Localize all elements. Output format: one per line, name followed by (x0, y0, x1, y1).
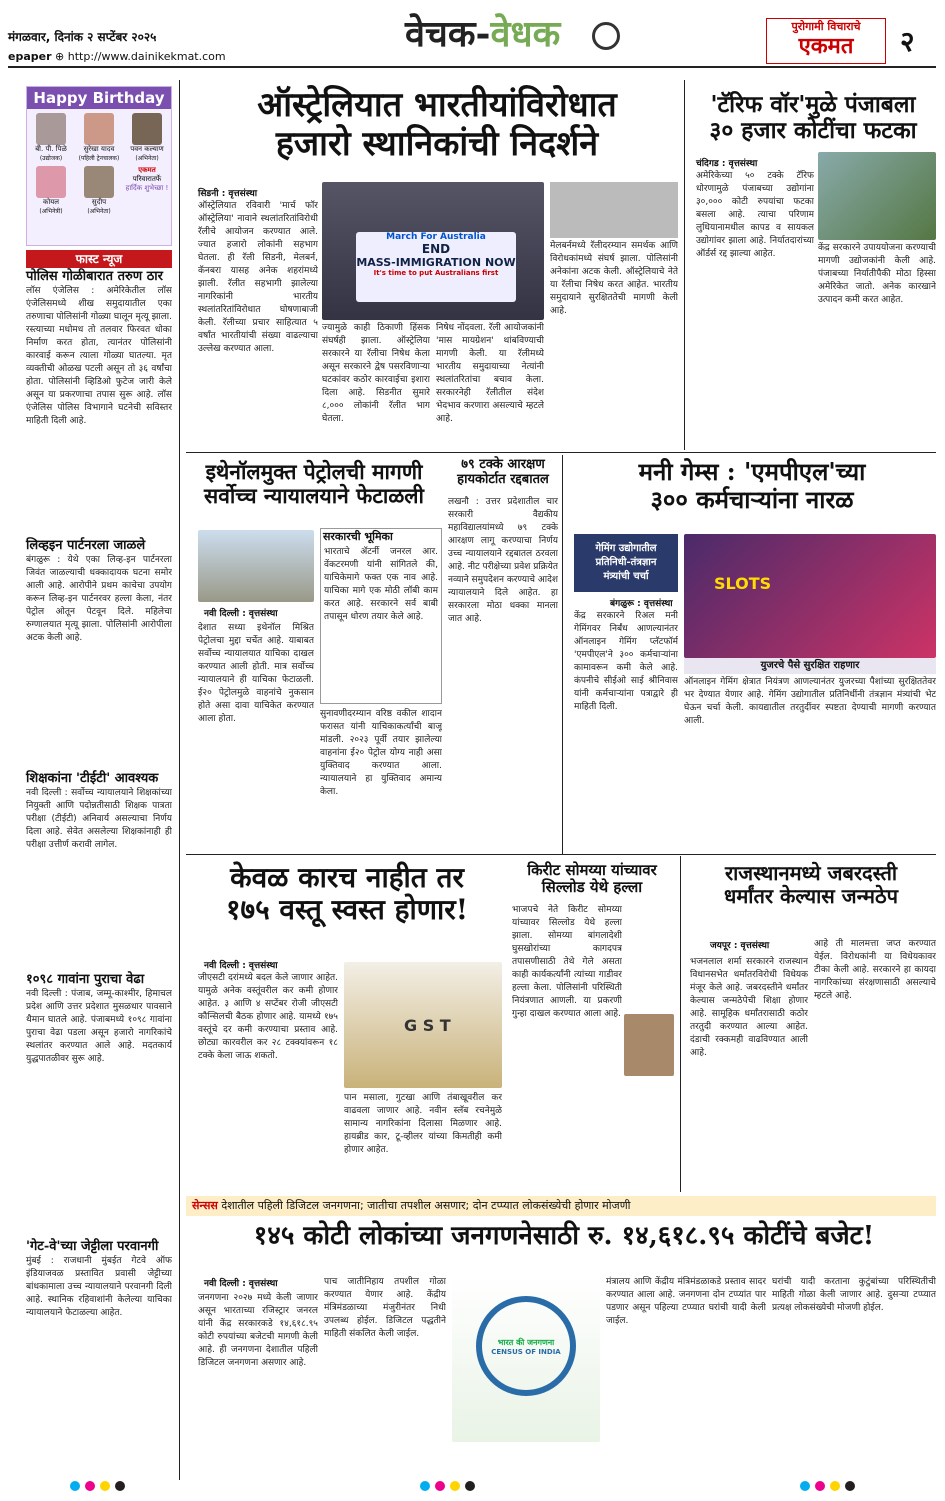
headline-line: सर्वोच्च न्यायालयाने फेटाळली (204, 483, 424, 509)
gst-body: जीएसटी दरांमध्ये बदल केले जाणार आहेत. यामुळे अनेक वस्तूंवरील कर कमी होणार आहेत. ३ आणि ४ सप्टेंबर रोजी जीएसटी कौन्सिलची बैठक होणार आहे. यामध्ये १७५ वस्तूंचे दर कमी करण्याचा प्रस्ताव आहे. छोट्या कारवरील कर २८ टक्क्यांवरून १८ टक्के केला जाऊ शकतो. (198, 973, 338, 1061)
gst-body: पान मसाला, गुटखा आणि तंबाखूवरील कर वाढवला जाणार आहे. नवीन स्लॅब रचनेमुळे सामान्य नागरिकांना दिलासा मिळणार आहे. हायब्रीड कार, टू-व्हीलर यांच्या किमतीही कमी होणार आहेत. (344, 1093, 502, 1155)
wish-brand: एकमत (138, 166, 156, 174)
byline: नवी दिल्ली : वृत्तसंस्था (204, 961, 278, 971)
somaiya-photo (624, 1014, 674, 1076)
australia-headline (192, 86, 682, 164)
reservation-body: लखनौ : उत्तर प्रदेशातील चार सरकारी वैद्यकीय महाविद्यालयांमध्ये ७९ टक्के आरक्षण लागू करण्याचा निर्णय उच्च न्यायालयाने रद्दबातल ठरवला आहे. नीट परीक्षेच्या प्रवेश प्रक्रियेत नव्याने समुपदेशन करण्याचे आदेश न्यायालयाने दिले आहेत. हा सरकारला मोठा धक्का मानला जात आहे. (448, 497, 558, 624)
epaper-link[interactable] (8, 50, 226, 63)
magnifier-icon (592, 22, 620, 50)
australia-body: ऑस्ट्रेलियात रविवारी 'मार्च फॉर ऑस्ट्रेलिया' नावाने स्थलांतरितांविरोधी रॅलीचे आयोजन करण्यात आले. ज्यात हजारो लोकांनी सहभाग घेतला. ही रॅली सिडनी, मेलबर्न, कॅनबरा यासह अनेक शहरांमध्ये झाली. रॅलीत सहभागी झालेल्या नागरिकांनी भारतीय स्थलांतरितांविरोधात घोषणाबाजी केली. रॅलीच्या प्रचार साहित्यात ५ वर्षांत भारतीयांची संख्या वाढल्याचा उल्लेख करण्यात आला. (198, 201, 318, 354)
factory-photo (818, 152, 936, 240)
reservation-headline (448, 458, 558, 488)
column-rule (562, 455, 563, 855)
color-dot (70, 1481, 80, 1491)
headline-line: केवळ कारच नाहीत तर (230, 861, 464, 894)
headline-line: हायकोर्टात रद्दबातल (457, 471, 549, 487)
color-dot (85, 1481, 95, 1491)
banner-text: MASS-IMMIGRATION NOW (356, 256, 516, 269)
left-body: मुंबई : राजधानी मुंबईत गेटवे ऑफ इंडियाजवळ प्रस्तावित प्रवासी जेट्टीच्या बांधकामाला उच्च न्यायालयाने परवानगी दिली आहे. स्थानिक रहिवाशांनी केलेल्या याचिका न्यायालयाने फेटाळल्या आहेत. (26, 1255, 172, 1318)
ethanol-body: देशात सध्या इथेनॉल मिश्रित पेट्रोलचा मुद्दा चर्चेत आहे. याबाबत सर्वोच्च न्यायालयात याचिका दाखल करण्यात आली होती. मात्र सर्वोच्च न्यायालयाने ही याचिका फेटाळली. ई२० पेट्रोलमुळे वाहनांचे नुकसान होते असा दावा याचिकेत करण्यात आला होता. (198, 623, 314, 724)
birthday-person (28, 113, 74, 162)
byline: सिडनी : वृत्तसंस्था (198, 189, 258, 199)
person-name: सुदीप (91, 198, 107, 206)
census-ticker (186, 1196, 936, 1216)
gaming-body: केंद्र सरकारने रिअल मनी गेमिंगवर निर्बंध आणल्यानंतर ऑनलाइन गेमिंग प्लॅटफॉर्म 'एमपीएल'ने ३०० कर्मचाऱ्यांना कामावरून कमी केले आहे. कंपनीचे सीईओ साई श्रीनिवास यांनी कर्मचाऱ्यांना पत्राद्वारे ही माहिती दिली. (574, 611, 678, 712)
birthday-wish (124, 166, 170, 215)
person-photo (132, 113, 162, 145)
byline: नवी दिल्ली : वृत्तसंस्था (204, 1279, 278, 1289)
tariff-body: केंद्र सरकारने उपाययोजना करण्याची मागणी उद्योजकांनी केली आहे. पंजाबच्या निर्यातीपैकी मोठा हिस्सा अमेरिकेत जातो. अनेक कारखाने उत्पादन कमी करत आहेत. (818, 243, 936, 305)
epaper-label: epaper (8, 50, 52, 63)
rajasthan-body: आहे ती मालमत्ता जप्त करण्यात येईल. विरोधकांनी या विधेयकावर टीका केली आहे. सरकारने हा कायदा नागरिकांच्या संरक्षणासाठी असल्याचे म्हटले आहे. (814, 939, 936, 1001)
color-dot (465, 1481, 475, 1491)
header-rule (8, 66, 936, 68)
gst-photo (344, 962, 502, 1088)
census-body: जनगणना २०२७ मध्ये केली जाणार असून भारताच्या रजिस्ट्रार जनरल यांनी केंद्र सरकारकडे १४,६१८.९५ कोटी रुपयांच्या बजेटची मागणी केली आहे. ही जनगणना देशातील पहिली डिजिटल जनगणना असणार आहे. (198, 1293, 318, 1368)
color-dot (450, 1481, 460, 1491)
tariff-headline (690, 92, 936, 145)
rajasthan-headline (686, 862, 936, 908)
headline-line: राजस्थानमध्ये जबरदस्ती (724, 861, 898, 885)
person-name: कोयल (43, 198, 59, 206)
birthday-person (76, 113, 122, 162)
person-photo (36, 166, 66, 198)
birthday-title: Happy Birthday (27, 87, 171, 109)
left-headline: 'गेट-वे'च्या जेट्टीला परवानगी (26, 1238, 159, 1254)
column-rule (179, 80, 180, 1480)
website-url: http://www.dainikekmat.com (67, 50, 226, 63)
birthday-box (26, 86, 172, 246)
section-rule (186, 854, 936, 855)
birthday-person (124, 113, 170, 162)
masthead-right: वेधक (490, 13, 561, 55)
subhead-line: गेमिंग उद्योगातील (595, 543, 657, 554)
slots-label: SLOTS (714, 574, 772, 593)
left-headline: शिक्षकांना 'टीईटी' आवश्यक (26, 770, 159, 786)
color-dot (815, 1481, 825, 1491)
left-body: नवी दिल्ली : पंजाब, जम्मू-काश्मीर, हिमाचल प्रदेश आणि उत्तर प्रदेशात मुसळधार पावसाने थैमान घातले आहे. पंजाबमध्ये १०९८ गावांना पुराचा वेढा पडला असून हजारो नागरिकांचे स्थलांतर करण्यात आले आहे. मदतकार्य युद्धपातळीवर सुरू आहे. (26, 988, 172, 1064)
person-role: (अभिनेत्री) (39, 208, 63, 215)
rajasthan-body: भजनलाल शर्मा सरकारने राजस्थान विधानसभेत धर्मांतरविरोधी विधेयक मंजूर केले आहे. जबरदस्तीने धर्मांतर केल्यास जन्मठेपेची शिक्षा होणार आहे. सामूहिक धर्मांतरासाठी कठोर तरतुदी करण्यात आल्या आहेत. दंडाची रक्कमही वाढविण्यात आली आहे. (690, 957, 808, 1058)
masthead (405, 14, 620, 66)
ethanol-headline (192, 460, 436, 508)
person-role: (पहिली ट्रेनचालक) (78, 155, 120, 162)
ticker-label: सेन्सस (192, 1199, 218, 1212)
somaiya-headline (508, 862, 676, 897)
photo-caption: युजरचे पैसे सुरक्षित राहणार (684, 658, 936, 674)
headline-line: हजारो स्थानिकांची निदर्शने (275, 124, 599, 165)
person-photo (36, 113, 66, 145)
australia-body: मेलबर्नमध्ये रॅलीदरम्यान समर्थक आणि विरोधकांमध्ये संघर्ष झाला. पोलिसांनी अनेकांना अटक केली. ऑस्ट्रेलियाचे नेते या रॅलीचा निषेध करत आहेत. भारतीय समुदायाने सुरक्षिततेची मागणी केली आहे. (550, 241, 678, 316)
sidebar-body: भारताचे ॲटर्नी जनरल आर. वेंकटरमणी यांनी सांगितले की, याचिकेमागे फक्त एक नाव आहे. याचिका मागे एक मोठी लॉबी काम करत आहे. सरकारने सर्व बाबी तपासून धोरण तयार केले आहे. (324, 546, 438, 622)
headline-line: ३० हजार कोटींचा फटका (709, 117, 917, 145)
byline: जयपूर : वृत्तसंस्था (710, 941, 770, 951)
brand-name: एकमत (798, 33, 854, 59)
headline-line: ७९ टक्के आरक्षण (461, 457, 545, 472)
left-headline: पोलिस गोळीबारात तरुण ठार (26, 269, 163, 284)
headline-line: ३०० कर्मचाऱ्यांना नारळ (650, 484, 854, 514)
gaming-body: ऑनलाइन गेमिंग क्षेत्रात नियंत्रण आणल्यानंतर युजरच्या पैशांच्या सुरक्षिततेवर भर देण्यात येणार आहे. गेमिंग उद्योगातील प्रतिनिधींनी तंत्रज्ञान मंत्र्यांची भेट घेऊन चर्चा केली. कायद्यातील तरतुदींवर स्पष्टता देण्याची मागणी करण्यात आली. (684, 677, 936, 726)
person-name: सुरेखा यादव (83, 145, 115, 153)
protest-banner (356, 232, 516, 302)
color-dot (800, 1481, 810, 1491)
tariff-body: अमेरिकेच्या ५० टक्के टॅरिफ धोरणामुळे पंजाबच्या उद्योगांना ३०,००० कोटी रुपयांचा फटका बसला आहे. त्याचा परिणाम लुधियानामधील कापड व सायकल उद्योगांवर झाला आहे. निर्यातदारांच्या ऑर्डर्स रद्द झाल्या आहेत. (696, 171, 814, 259)
person-role: (अभिनेता) (87, 208, 111, 215)
gaming-headline (568, 458, 936, 513)
banner-text: END (421, 242, 451, 256)
fast-news-bar (26, 250, 172, 268)
headline-line: किरीट सोमय्या यांच्यावर (527, 861, 657, 879)
person-role: (अभिनेता) (135, 155, 159, 162)
left-headline: लिव्हइन पार्टनरला जाळले (26, 537, 146, 553)
gaming-subhead (574, 534, 678, 592)
headline-line: सिल्लोड येथे हल्ला (541, 878, 643, 897)
brand-logo (766, 18, 886, 64)
census-headline: १४५ कोटी लोकांच्या जनगणनेसाठी रु. १४,६१८.९५ कोटींचे बजेट! (253, 1221, 875, 1251)
gst-headline (192, 862, 502, 926)
person-role: (उद्योजक) (39, 155, 63, 162)
person-name: बी. पी. पिळे (35, 145, 67, 153)
ethanol-body: सुनावणीदरम्यान वरिष्ठ वकील शादान फरासत यांनी याचिकाकर्त्यांची बाजू मांडली. २०२३ पूर्वी तयार झालेल्या वाहनांना ई२० पेट्रोल योग्य नाही असा युक्तिवाद करण्यात आला. न्यायालयाने हा युक्तिवाद अमान्य केला. (320, 709, 442, 797)
slots-photo (684, 534, 936, 658)
somaiya-body: भाजपचे नेते किरीट सोमय्या यांच्यावर सिल्लोड येथे हल्ला झाला. सोमय्या बांगलादेशी घुसखोरांच्या कागदपत्र तपासणीसाठी तेथे गेले असता काही कार्यकर्त्यांनी त्यांच्या गाडीवर हल्ला केला. पोलिसांनी परिस्थिती नियंत्रणात आणली. या प्रकरणी गुन्हा दाखल करण्यात आला आहे. (512, 905, 622, 1019)
census-body: पाच जातीनिहाय तपशील गोळा करण्यात येणार आहे. केंद्रीय मंत्रिमंडळाच्या मंजुरीनंतर निधी उपलब्ध होईल. डिजिटल पद्धतीने माहिती संकलित केली जाईल. (324, 1277, 446, 1339)
color-dot (830, 1481, 840, 1491)
headline-line: 'टॅरिफ वॉर'मुळे पंजाबला (710, 91, 916, 118)
birthday-person (28, 166, 74, 215)
left-body: बंगळुरू : येथे एका लिव्ह-इन पार्टनरला जिवंत जाळल्याची धक्कादायक घटना समोर आली आहे. आरोपीने प्रथम काचेचा उपयोग करून लिव्ह-इन पार्टनरवर हल्ला केला, नंतर पेट्रोल ओतून पेटवून दिले. महिलेचा रुग्णालयात मृत्यू झाला. पोलिसांनी आरोपीला अटक केली आहे. (26, 554, 172, 643)
globe-icon: ⊕ (55, 50, 65, 63)
australia-body: निषेध नोंदवला. रॅली आयोजकांनी 'मास मायग्रेशन' थांबविण्याची मागणी केली. या रॅलीमध्ये भारतीय समुदायाच्या नेत्यांनी स्थलांतरितांचा बचाव केला. सरकारनेही रॅलीतील संदेश भेदभाव करणारा असल्याचे म्हटले आहे. (436, 323, 544, 424)
birthday-person (76, 166, 122, 215)
census-body: मंत्रालय आणि केंद्रीय मंत्रिमंडळाकडे प्रस्ताव सादर करण्यात आला आहे. जनगणना दोन टप्प्यांत पार पडणार असून पहिल्या टप्प्यात घरांची यादी केली जाईल. (606, 1277, 766, 1326)
banner-text: It's time to put Australians first (373, 269, 499, 277)
fast-news-title: फास्ट न्यूज (75, 252, 123, 266)
color-dot (435, 1481, 445, 1491)
logo-text: भारत की जनगणना (497, 1337, 555, 1347)
subhead-line: मंत्र्यांची चर्चा (603, 571, 649, 582)
brand-tag: पुरोगामी विचाराचे (791, 20, 861, 33)
person-photo (84, 113, 114, 145)
court-photo (198, 530, 314, 602)
column-rule (680, 856, 681, 1192)
census-body: घरांची यादी करताना कुटुंबांच्या परिस्थितीची माहिती गोळा केली जाणार आहे. दुसऱ्या टप्प्यात प्रत्यक्ष लोकसंख्येची मोजणी होईल. (772, 1277, 936, 1313)
byline: नवी दिल्ली : वृत्तसंस्था (204, 609, 278, 619)
wish-line: परिवारातर्फे (132, 175, 162, 183)
census-logo (452, 1276, 600, 1442)
australia-body: ज्यामुळे काही ठिकाणी हिंसक संघर्षही झाला. ऑस्ट्रेलिया सरकारने या रॅलीचा निषेध केला असून सरकारने द्वेष पसरविणाऱ्या घटकांवर कठोर कारवाईचा इशारा दिला आहे. सिडनीत सुमारे ८,००० लोकांनी रॅलीत भाग घेतला. (322, 323, 430, 424)
person-name: पवन कल्याण (130, 145, 164, 153)
banner-text: March For Australia (386, 232, 486, 242)
subhead-line: प्रतिनिधी-तंत्रज्ञान (595, 557, 657, 568)
color-dot (420, 1481, 430, 1491)
left-headline: १०९८ गावांना पुराचा वेढा (26, 971, 145, 987)
sidebar-box (320, 528, 442, 704)
byline: चंदिगड : वृत्तसंस्था (696, 159, 758, 169)
issue-date: मंगळवार, दिनांक २ सप्टेंबर २०२५ (8, 30, 157, 44)
left-body: नवी दिल्ली : सर्वोच्च न्यायालयाने शिक्षकांच्या नियुक्ती आणि पदोन्नतीसाठी शिक्षक पात्रता परीक्षा (टीईटी) अनिवार्य असल्याचा निर्णय दिला आहे. सेवेत असलेल्या शिक्षकांनाही ही परीक्षा उत्तीर्ण करावी लागेल. (26, 787, 172, 850)
page-number: २ (900, 25, 915, 58)
wish-line: हार्दिक शुभेच्छा ! (125, 184, 169, 192)
color-dot (115, 1481, 125, 1491)
registration-marks (800, 1476, 860, 1495)
person-photo (84, 166, 114, 198)
column-rule (684, 80, 685, 450)
rally-photo (550, 182, 678, 238)
headline-line: धर्मांतर केल्यास जन्मठेप (724, 884, 898, 908)
gst-label: G S T (404, 1016, 451, 1035)
color-dot (100, 1481, 110, 1491)
masthead-left: वेचक- (405, 13, 491, 55)
headline-line: ऑस्ट्रेलियात भारतीयांविरोधात (257, 85, 617, 125)
color-dot (845, 1481, 855, 1491)
ticker-text: देशातील पहिली डिजिटल जनगणना; जातीचा तपशील असणार; दोन टप्प्यात लोकसंख्येची होणार मोजणी (221, 1199, 631, 1212)
left-body: लॉस एंजेलिस : अमेरिकेतील लॉस एंजेलिसमध्ये शीख समुदायातील एका तरुणाचा पोलिसांनी गोळ्या घालून मृत्यू झाला. रस्त्याच्या मधोमध तो तलवार फिरवत धोका निर्माण करत होता, त्यानंतर पोलिसांनी कारवाई करून त्याला गोळ्या घातल्या. मृत व्यक्तीची ओळख पटली असून तो ३६ वर्षांचा होता. पोलिसांनी व्हिडिओ फुटेज जारी केले असून या प्रकरणाचा तपास सुरू आहे. लॉस एंजेलिस पोलिस विभागाने घटनेची सविस्तर माहिती दिली आहे. (26, 285, 172, 426)
registration-marks (70, 1476, 130, 1495)
registration-marks (420, 1476, 480, 1495)
headline-line: इथेनॉलमुक्त पेट्रोलची मागणी (205, 459, 423, 484)
section-rule (186, 452, 936, 453)
headline-line: मनी गेम्स : 'एमपीएल'च्या (638, 457, 866, 486)
byline: बंगळुरू : वृत्तसंस्था (610, 599, 673, 609)
headline-line: १७५ वस्तू स्वस्त होणार! (225, 893, 469, 927)
sidebar-title: सरकारची भूमिका (323, 530, 393, 543)
protest-photo (322, 182, 544, 320)
logo-text: CENSUS OF INDIA (491, 1347, 561, 1356)
